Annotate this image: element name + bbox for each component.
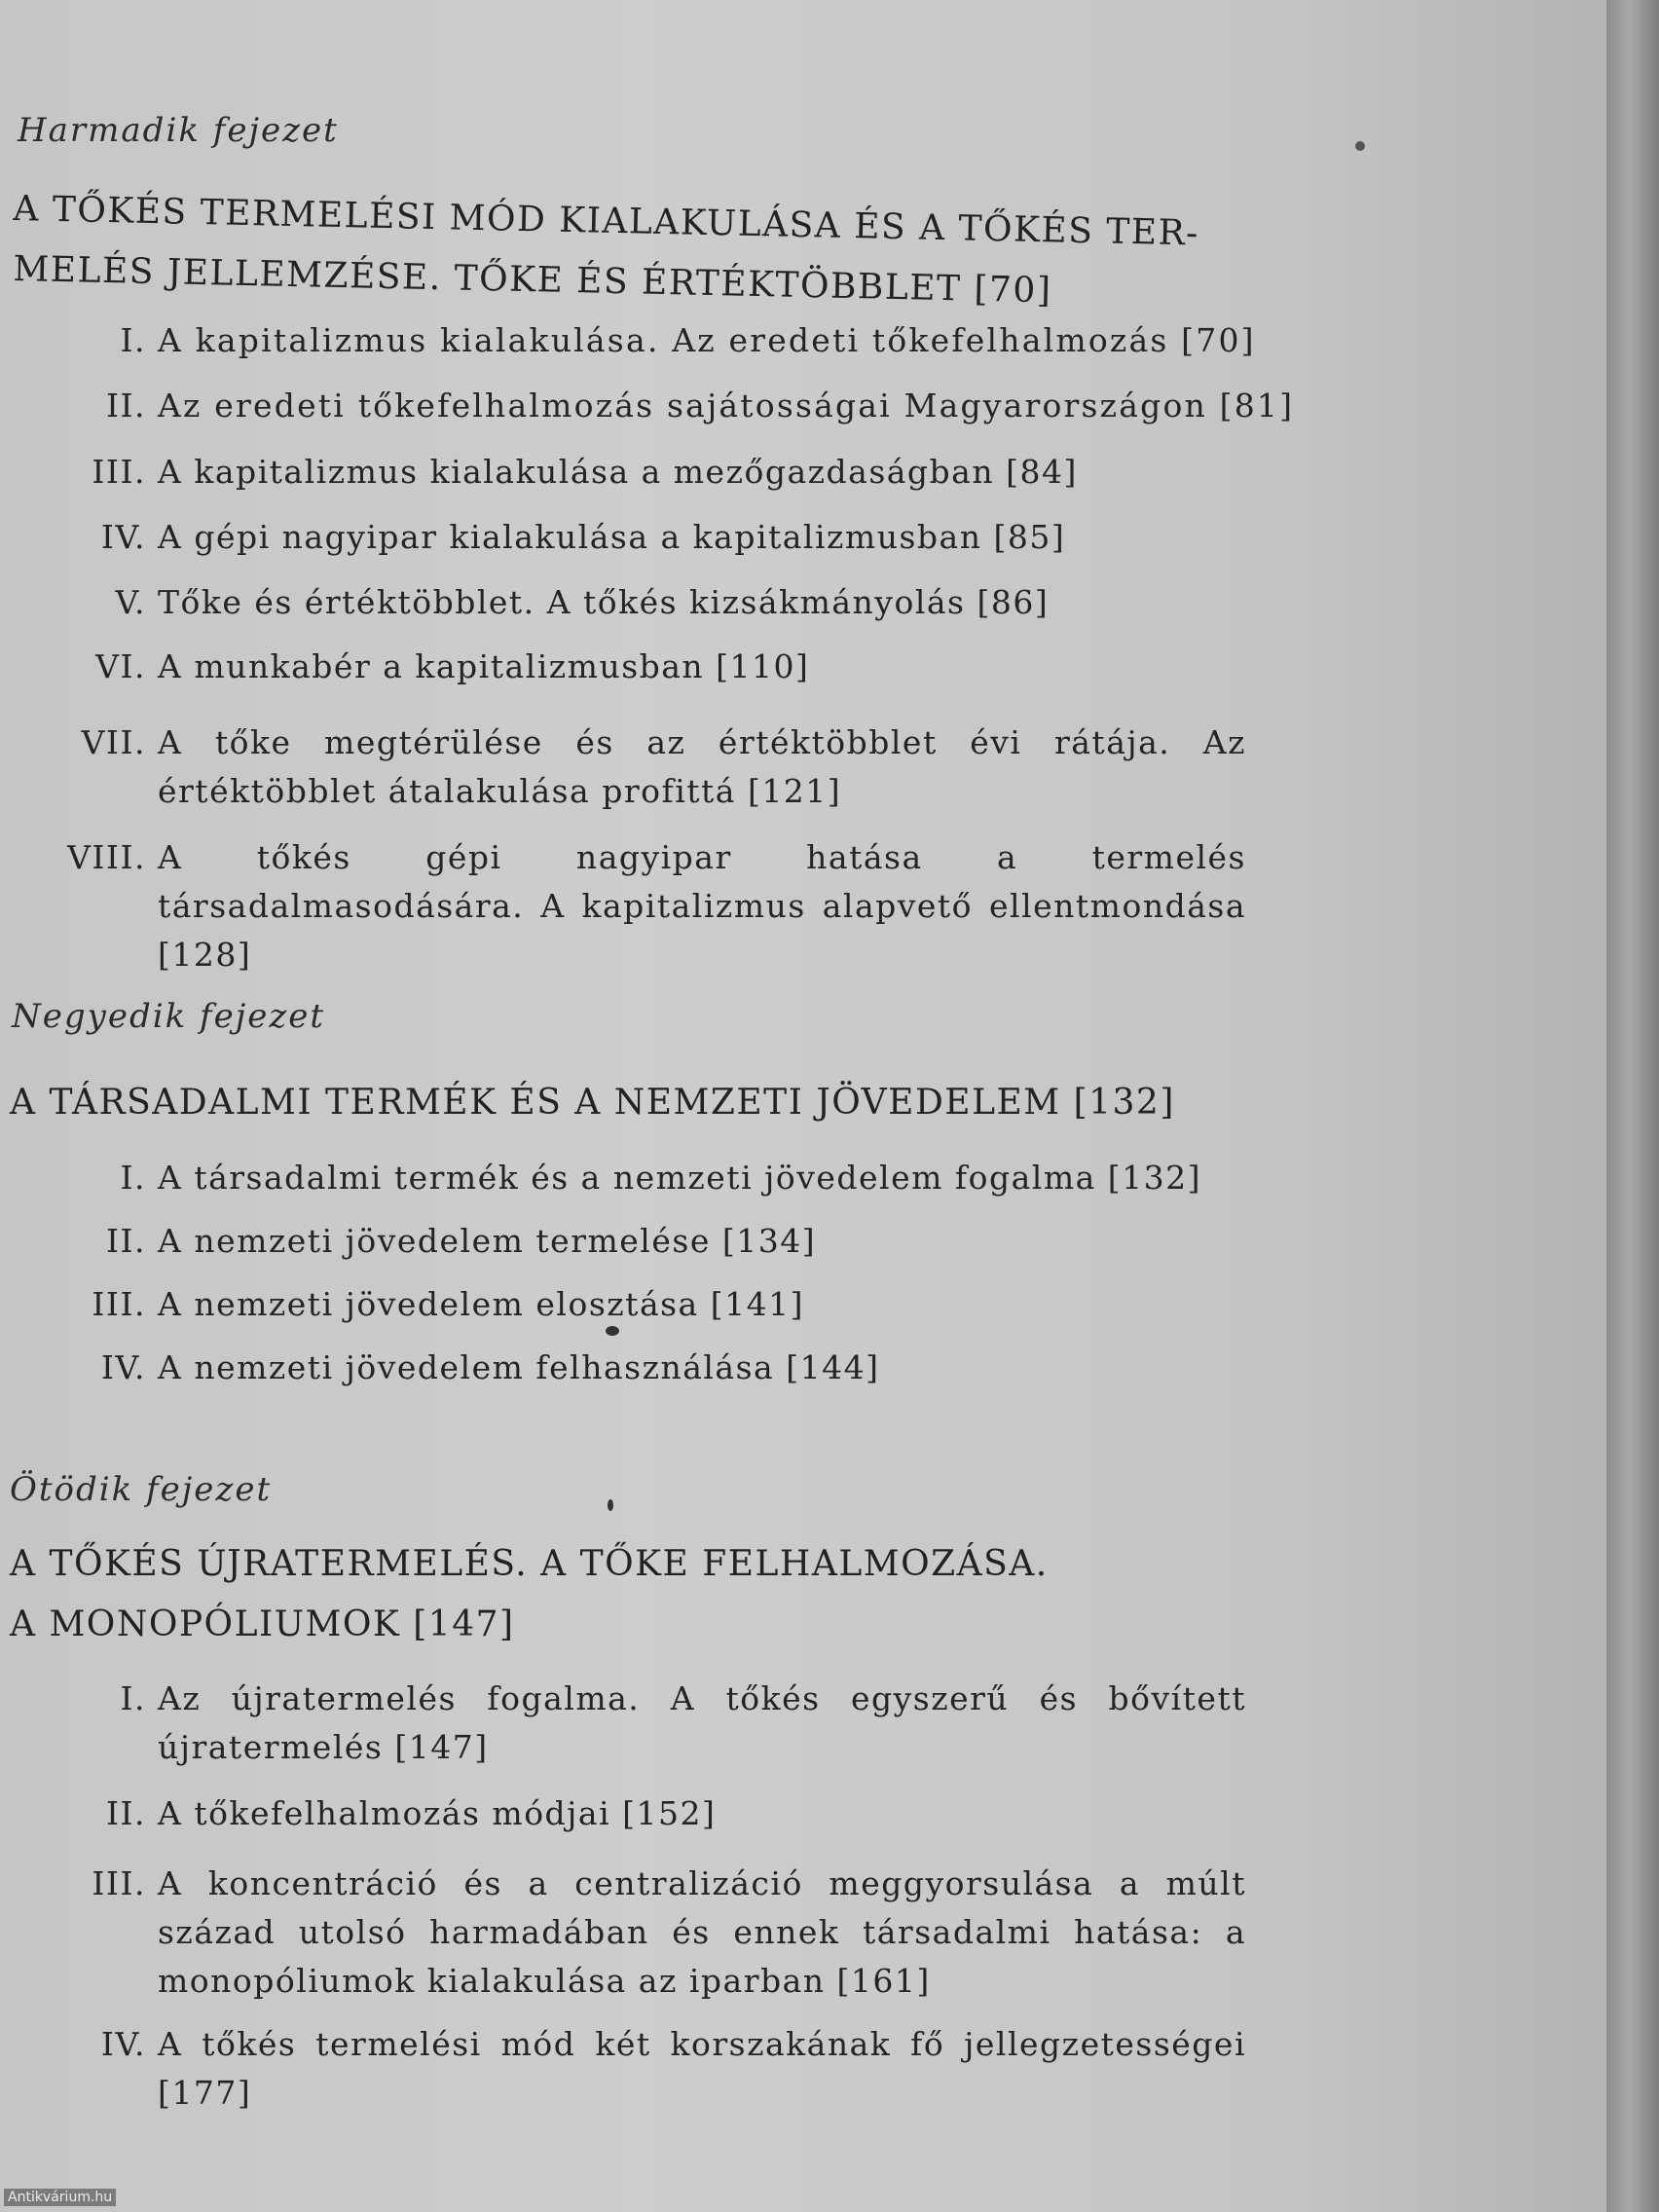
toc-entry <box>0 833 1246 974</box>
toc-entry <box>0 1675 1246 1772</box>
toc-entry <box>0 1217 1266 1266</box>
chapter-title-line: MELÉS JELLEMZÉSE. TŐKE ÉS ÉRTÉKTÖBBLET [70] <box>13 248 1052 312</box>
ink-speck <box>1355 141 1365 151</box>
chapter-title-line: A MONOPÓLIUMOK [147] <box>10 1604 515 1644</box>
toc-entry <box>0 1154 1266 1202</box>
entry-number: III. <box>92 1285 146 1323</box>
toc-entry <box>0 448 1266 497</box>
chapter-title-line: A TÁRSADALMI TERMÉK ÉS A NEMZETI JÖVEDELEM [132] <box>10 1083 1175 1123</box>
toc-entry <box>0 578 1266 627</box>
entry-number: VI. <box>95 647 146 685</box>
entry-text: A tőkés termelési mód két korszakának fő jellegzetességei [177] <box>158 2025 1246 2112</box>
entry-text: A kapitalizmus kialakulása. Az eredeti tőkefelhalmozás [70] <box>158 321 1256 359</box>
entry-text: A nemzeti jövedelem elosztása [141] <box>158 1285 804 1323</box>
entry-number: VII. <box>81 723 146 761</box>
entry-number: I. <box>120 1159 146 1197</box>
chapter-label: Ötödik fejezet <box>10 1470 273 1509</box>
entry-text: A munkabér a kapitalizmusban [110] <box>158 647 810 685</box>
entry-number: II. <box>105 1794 146 1832</box>
entry-text: Az újratermelés fogalma. A tőkés egyszerű és bővített újratermelés [147] <box>158 1679 1246 1766</box>
chapter-title-line: A TŐKÉS ÚJRATERMELÉS. A TŐKE FELHALMOZÁSA. <box>10 1544 1049 1584</box>
toc-entry <box>0 719 1246 816</box>
ink-speck <box>608 1499 613 1511</box>
toc-entry <box>0 382 1295 430</box>
chapter-title-line: A TŐKÉS TERMELÉSI MÓD KIALAKULÁSA ÉS A TŐKÉS TER- <box>13 188 1200 254</box>
entry-text: A nemzeti jövedelem termelése [134] <box>158 1222 817 1260</box>
watermark: Antikvárium.hu <box>4 2189 116 2206</box>
entry-text: A nemzeti jövedelem felhasználása [144] <box>158 1348 880 1386</box>
entry-number: IV. <box>100 2025 146 2063</box>
toc-entry <box>0 1280 1266 1329</box>
entry-text: A tőkés gépi nagyipar hatása a termelés társadalmasodására. A kapitalizmus alapvető ellentmondása [128] <box>158 838 1246 974</box>
page-gutter <box>1606 0 1659 2212</box>
entry-number: V. <box>115 583 146 621</box>
entry-text: A társadalmi termék és a nemzeti jövedelem fogalma [132] <box>158 1159 1202 1197</box>
entry-text: A kapitalizmus kialakulása a mezőgazdaságban [84] <box>158 453 1078 491</box>
ink-speck <box>606 1326 619 1336</box>
toc-entry <box>0 513 1266 562</box>
entry-text: A tőke megtérülése és az értéktöbblet évi rátája. Az értéktöbblet átalakulása profittá [121] <box>158 723 1246 810</box>
entry-text: Az eredeti tőkefelhalmozás sajátosságai Magyarországon [81] <box>158 387 1295 424</box>
entry-number: III. <box>92 453 146 491</box>
entry-number: I. <box>120 1679 146 1717</box>
entry-number: IV. <box>100 518 146 556</box>
toc-entry <box>0 316 1295 365</box>
toc-entry <box>0 643 1266 691</box>
toc-entry <box>0 1344 1266 1392</box>
entry-number: VIII. <box>67 838 146 876</box>
entry-text: A koncentráció és a centralizáció meggyorsulása a múlt század utolsó harmadában és ennek társadalmi hatása: a monopóliumok kialakulása az iparban [161] <box>158 1864 1246 2000</box>
entry-number: II. <box>105 387 146 424</box>
entry-text: A tőkefelhalmozás módjai [152] <box>158 1794 717 1832</box>
entry-number: IV. <box>100 1348 146 1386</box>
toc-entry <box>0 1860 1246 2006</box>
entry-number: III. <box>92 1864 146 1902</box>
entry-text: Tőke és értéktöbblet. A tőkés kizsákmányolás [86] <box>158 583 1050 621</box>
chapter-label: Harmadik fejezet <box>18 111 339 150</box>
entry-number: II. <box>105 1222 146 1260</box>
entry-number: I. <box>120 321 146 359</box>
toc-entry <box>0 2020 1246 2118</box>
entry-text: A gépi nagyipar kialakulása a kapitalizmusban [85] <box>158 518 1066 556</box>
toc-entry <box>0 1789 1266 1838</box>
chapter-label: Negyedik fejezet <box>12 997 326 1036</box>
